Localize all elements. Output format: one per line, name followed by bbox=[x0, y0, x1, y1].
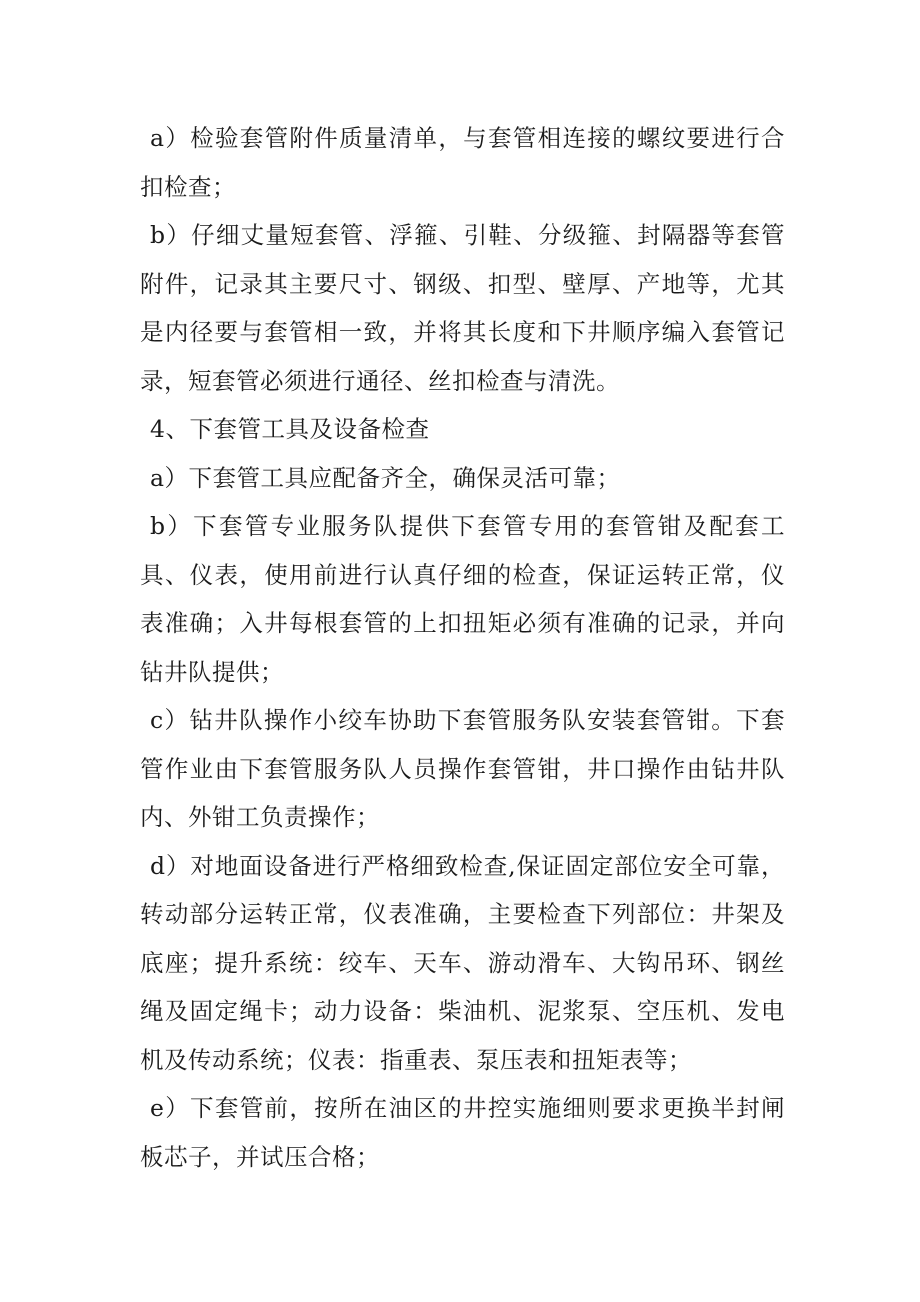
paragraph-c-winch-operation: c）钻井队操作小绞车协助下套管服务队安装套管钳。下套管作业由下套管服务队人员操作套管钳，井口操作由钻井队内、外钳工负责操作； bbox=[140, 706, 785, 831]
paragraph-b-measure-accessories: b）仔细丈量短套管、浮箍、引鞋、分级箍、封隔器等套管附件，记录其主要尺寸、钢级、扣型、壁厚、产地等，尤其是内径要与套管相一致，并将其长度和下井顺序编入套管记录，短套管必须进行通径、丝扣检查与清洗。 bbox=[140, 221, 785, 395]
paragraph-a-inspect-accessories: a）检验套管附件质量清单，与套管相连接的螺纹要进行合扣检查； bbox=[140, 124, 785, 201]
paragraph-e-ram-replacement: e）下套管前，按所在油区的井控实施细则要求更换半封闸板芯子，并试压合格； bbox=[140, 1094, 785, 1171]
document-body bbox=[140, 114, 785, 1181]
paragraph-d-ground-equipment: d）对地面设备进行严格细致检查,保证固定部位安全可靠，转动部分运转正常，仪表准确，主要检查下列部位：井架及底座；提升系统：绞车、天车、游动滑车、大钩吊环、钢丝绳及固定绳卡；动力设备：柴油机、泥浆泵、空压机、发电机及传动系统；仪表：指重表、泵压表和扭矩表等； bbox=[140, 851, 785, 1074]
paragraph-a-tools-ready: a）下套管工具应配备齐全，确保灵活可靠； bbox=[150, 463, 621, 492]
paragraph-b-service-team-tongs: b）下套管专业服务队提供下套管专用的套管钳及配套工具、仪表，使用前进行认真仔细的检查，保证运转正常，仪表准确；入井每根套管的上扣扭矩必须有准确的记录，并向钻井队提供； bbox=[140, 512, 785, 686]
section-heading-tools-check: 4、下套管工具及设备检查 bbox=[150, 415, 430, 443]
